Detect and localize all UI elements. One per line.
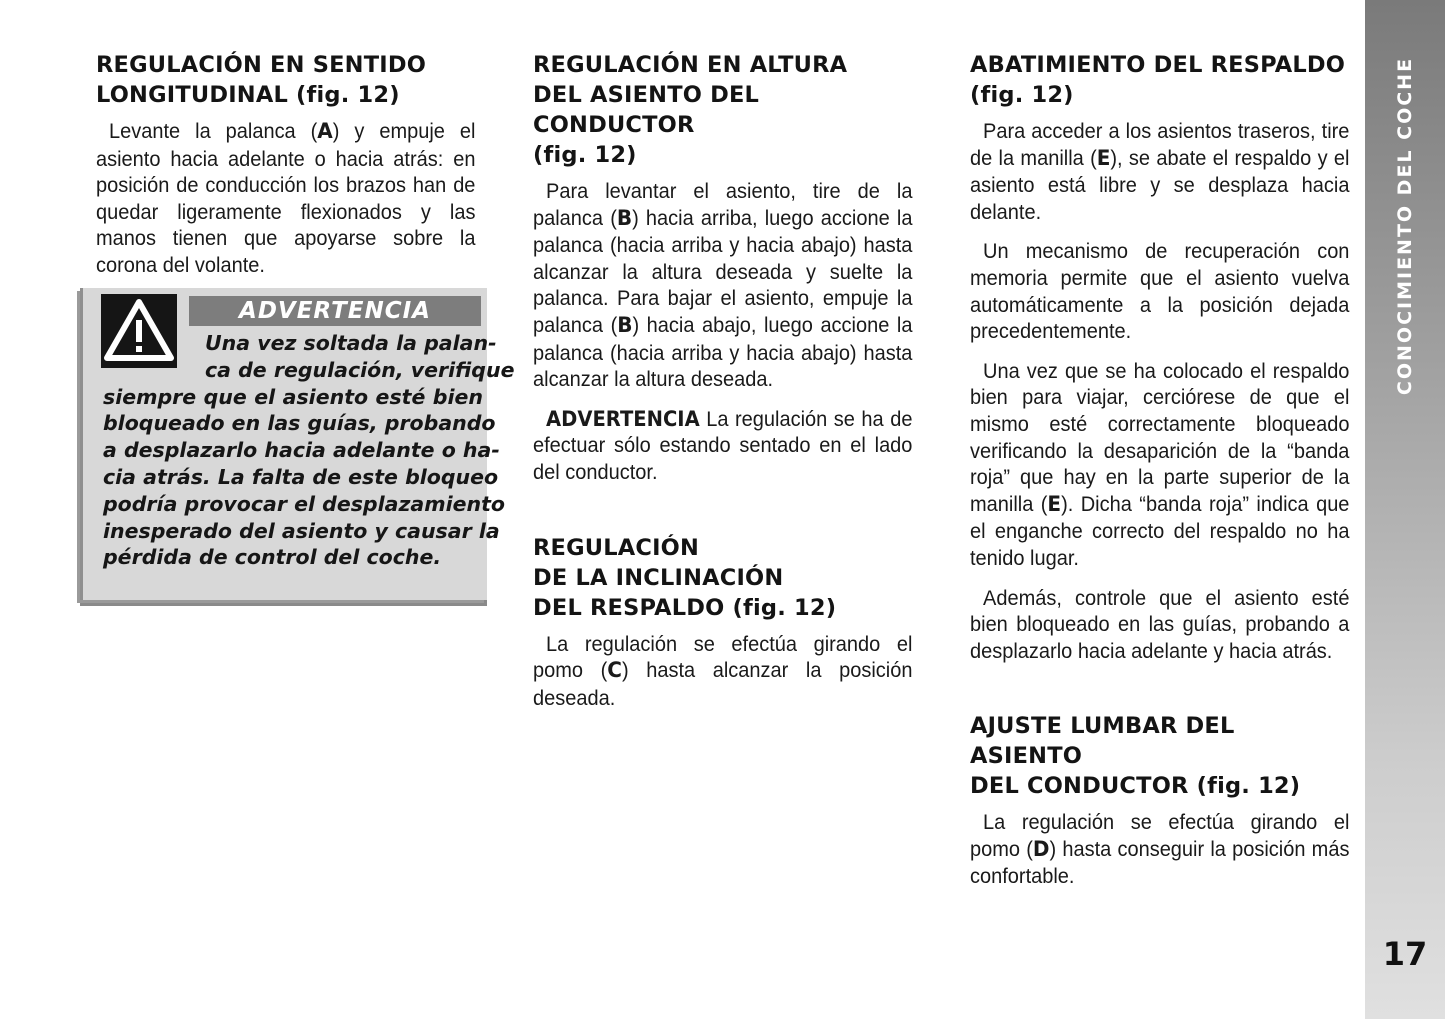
figure-reference: (fig. 12) xyxy=(1196,773,1301,800)
section-label: CONOCIMIENTO DEL COCHE xyxy=(1394,56,1416,396)
warning-box xyxy=(80,288,515,600)
column-right xyxy=(970,50,1350,903)
paragraph-folding-2: Un mecanismo de recuperación con memoria permite que el asiento vuelva automáticamente a la posición dejada precedentemente. xyxy=(970,239,1350,344)
heading-longitudinal xyxy=(96,50,476,110)
heading-text: REGULACIÓN EN ALTURA DEL ASIENTO DEL CONDUCTOR xyxy=(533,52,848,138)
heading-folding: ABATIMIENTO DEL RESPALDO (fig. 12) xyxy=(970,52,1346,108)
paragraph-height-note: ADVERTENCIA La regulación se ha de efectuar sólo estando sentado en el lado del conductor. xyxy=(533,406,913,484)
figure-reference: (fig. 12) xyxy=(732,594,837,621)
paragraph-folding-4: Además, controle que el asiento esté bien bloqueado en las guías, probando a desplazarlo hacia adelante y hacia atrás. xyxy=(970,585,1350,663)
page-number: 17 xyxy=(1382,935,1428,973)
figure-reference: (fig. 12) xyxy=(533,142,637,168)
heading-height xyxy=(533,50,903,170)
paragraph-folding-1: Para acceder a los asientos traseros, tire de la manilla (E), se abate el respaldo y el asiento está libre y se desplaza hacia delante. xyxy=(970,119,1350,224)
lever-key-label: A xyxy=(317,119,333,144)
paragraph-recline: La regulación se efectúa girando el pomo (C) hasta alcanzar la posición deseada. xyxy=(533,631,913,710)
heading-text: REGULACIÓN EN SENTIDO LONGITUDINAL xyxy=(96,52,427,108)
warning-text: Una vez soltada la palan- ca de regulación, verifique siempre que el asiento esté bien bloqueado en las guías, probando a desplazarlo hacia adelante o ha- cia atrás. La falta de este bloqueo podría provocar el desplazamiento inesperado del asiento y causar la pérdida de control del coche. xyxy=(103,331,515,570)
heading-recline: REGULACIÓN DE LA INCLINACIÓN DEL RESPALDO (fig. 12) xyxy=(533,534,837,621)
paragraph-lumbar: La regulación se efectúa girando el pomo (D) hasta conseguir la posición más confortable. xyxy=(970,810,1350,889)
figure-reference: (fig. 12) xyxy=(296,82,400,108)
figure-reference: (fig. 12) xyxy=(970,82,1074,108)
warning-title: ADVERTENCIA xyxy=(189,296,481,326)
column-middle xyxy=(533,50,913,724)
heading-lumbar: AJUSTE LUMBAR DEL ASIENTO DEL CONDUCTOR (fig. 12) xyxy=(970,713,1301,800)
paragraph-folding-3: Una vez que se ha colocado el respaldo bien para viajar, cerciórese de que el mismo esté correctamente bloqueado verificando la desaparición de la “banda roja” que hay en la parte superior de la manilla (E). Dicha “banda roja” indica que el enganche correcto del respaldo no ha tenido lugar. xyxy=(970,358,1350,570)
column-left xyxy=(96,50,476,292)
paragraph-height: Para levantar el asiento, tire de la palanca (B) hacia arriba, luego accione la palanca (hacia arriba y hacia abajo) hasta alcanzar la altura deseada y suelte la palanca. Para bajar el asiento, empuje la palanca (B) hacia abajo, luego accione la palanca (hacia arriba y hacia abajo) hasta alcanzar la altura deseada. xyxy=(533,179,913,392)
section-side-tab xyxy=(1365,0,1445,1019)
paragraph-longitudinal: Levante la palanca (A) y empuje el asiento hacia adelante o hacia atrás: en posición de conducción los brazos han de quedar ligeramente flexionados y las manos tienen que apoyarse sobre la corona del volante. xyxy=(96,119,476,277)
